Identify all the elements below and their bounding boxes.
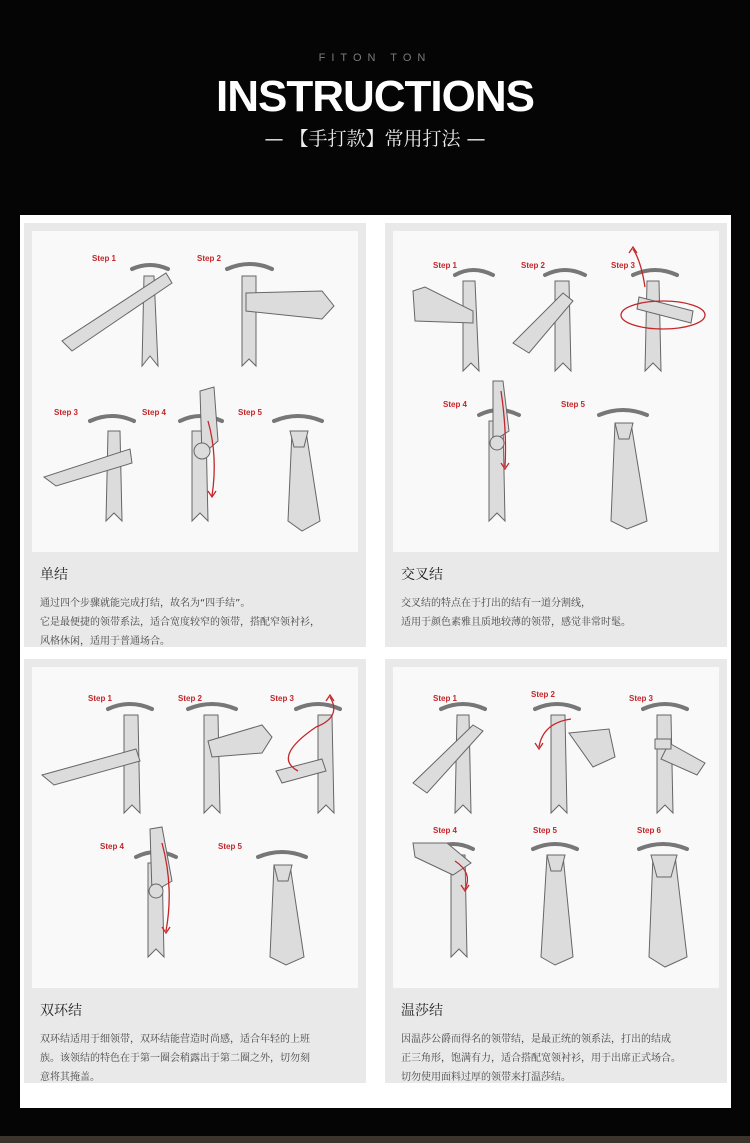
step-label: Step 5 <box>533 826 558 835</box>
step-label: Step 1 <box>433 261 458 270</box>
knot-illustration <box>32 667 358 988</box>
step-label: Step 5 <box>238 408 263 417</box>
description-line: 切勿使用面料过厚的领带来打温莎结。 <box>401 1072 571 1083</box>
step-label: Step 2 <box>521 261 546 270</box>
brand-name: FITON TON <box>318 52 432 64</box>
knot-description <box>40 594 320 651</box>
tie-steps-diagram <box>32 231 358 552</box>
page-subtitle: — 【手打款】常用打法 — <box>264 128 486 150</box>
knot-name: 交叉结 <box>401 567 443 583</box>
step-label: Step 5 <box>218 842 243 851</box>
instructions-panel <box>20 215 731 1108</box>
description-line: 双环结适用于细领带，双环结能营造时尚感，适合年轻的上班 <box>40 1034 310 1045</box>
knot-name: 温莎结 <box>401 1003 443 1019</box>
knot-illustration <box>393 667 719 988</box>
tie-steps-diagram <box>32 667 358 988</box>
step-label: Step 3 <box>54 408 79 417</box>
step-label: Step 2 <box>531 690 556 699</box>
description-line: 风格休闲，适用于普通场合。 <box>40 636 170 647</box>
page-title: INSTRUCTIONS <box>216 72 534 121</box>
step-label: Step 5 <box>561 400 586 409</box>
bottom-bar <box>0 1136 750 1143</box>
step-label: Step 6 <box>637 826 662 835</box>
knot-card-windsor <box>385 659 727 1083</box>
header <box>0 0 750 215</box>
description-line: 意将其掩盖。 <box>40 1072 100 1083</box>
step-label: Step 4 <box>142 408 167 417</box>
step-label: Step 3 <box>270 694 295 703</box>
description-line: 适用于颜色素雅且质地较薄的领带，感觉非常时髦。 <box>401 617 631 628</box>
description-line: 它是最便捷的领带系法，适合宽度较窄的领带，搭配窄领衬衫， <box>40 617 320 628</box>
step-label: Step 4 <box>100 842 125 851</box>
step-label: Step 2 <box>178 694 203 703</box>
description-line: 因温莎公爵而得名的领带结，是最正统的领系法，打出的结成 <box>401 1034 671 1045</box>
step-label: Step 4 <box>433 826 458 835</box>
step-label: Step 3 <box>611 261 636 270</box>
description-line: 交叉结的特点在于打出的结有一道分割线， <box>401 598 591 609</box>
description-line: 正三角形，饱满有力，适合搭配宽领衬衫，用于出席正式场合。 <box>401 1053 681 1064</box>
step-label: Step 2 <box>197 254 222 263</box>
tie-steps-diagram <box>393 667 719 988</box>
step-label: Step 1 <box>92 254 117 263</box>
description-line: 族。该领结的特色在于第一圈会稍露出于第二圈之外，切勿刻 <box>40 1053 310 1064</box>
knot-description <box>401 1030 681 1087</box>
step-label: Step 4 <box>443 400 468 409</box>
description-line: 通过四个步骤就能完成打结，故名为“四手结”。 <box>40 598 251 609</box>
tie-steps-diagram <box>393 231 719 552</box>
step-label: Step 1 <box>433 694 458 703</box>
knot-description <box>401 594 631 632</box>
knot-card-cross <box>385 223 727 647</box>
knot-name: 双环结 <box>40 1003 82 1019</box>
knot-description <box>40 1030 310 1087</box>
step-label: Step 3 <box>629 694 654 703</box>
step-label: Step 1 <box>88 694 113 703</box>
knot-card-double-loop <box>24 659 366 1083</box>
knot-name: 单结 <box>40 567 68 583</box>
knot-illustration <box>32 231 358 552</box>
knot-card-simple <box>24 223 366 647</box>
knot-illustration <box>393 231 719 552</box>
